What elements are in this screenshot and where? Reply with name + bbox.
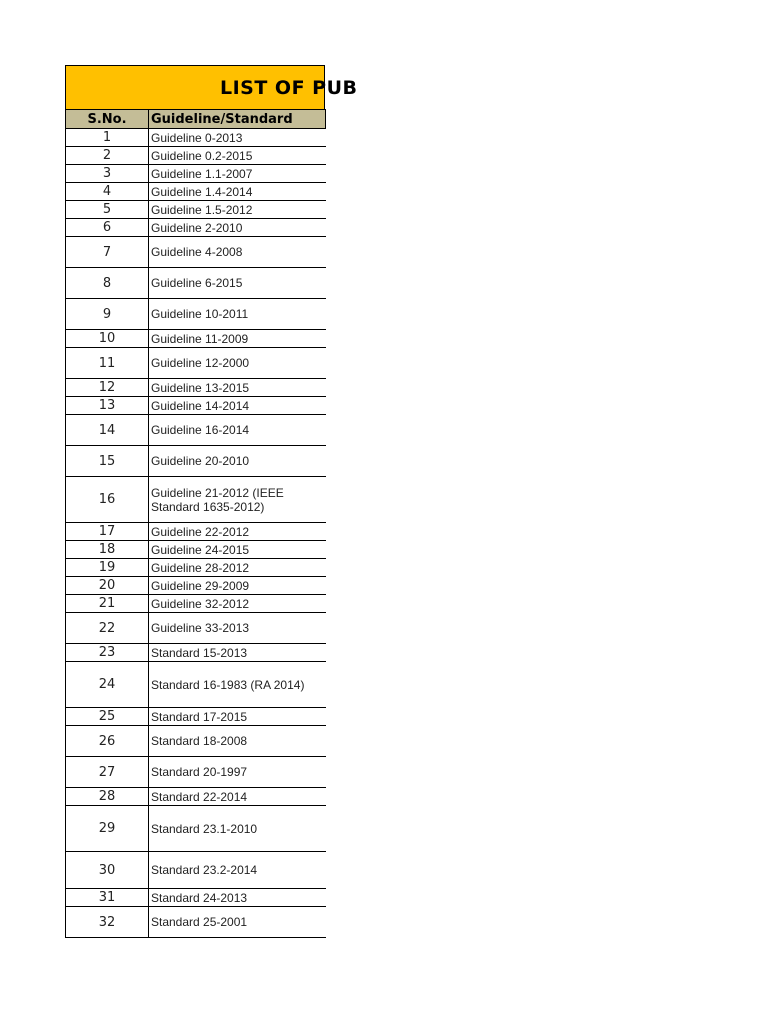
cell-guideline-standard[interactable]: Guideline 16-2014 xyxy=(149,415,326,446)
cell-sno[interactable]: 10 xyxy=(66,330,149,348)
table-row xyxy=(66,852,326,889)
table-row xyxy=(66,577,326,595)
cell-guideline-standard[interactable]: Guideline 22-2012 xyxy=(149,523,326,541)
cell-guideline-standard[interactable]: Guideline 13-2015 xyxy=(149,379,326,397)
cell-guideline-standard[interactable]: Guideline 20-2010 xyxy=(149,446,326,477)
cell-guideline-standard[interactable]: Guideline 6-2015 xyxy=(149,268,326,299)
cell-sno[interactable]: 30 xyxy=(66,852,149,889)
cell-guideline-standard[interactable]: Guideline 32-2012 xyxy=(149,595,326,613)
cell-sno[interactable]: 8 xyxy=(66,268,149,299)
table-row xyxy=(66,595,326,613)
cell-sno[interactable]: 25 xyxy=(66,708,149,726)
cell-sno[interactable]: 1 xyxy=(66,129,149,147)
cell-sno[interactable]: 15 xyxy=(66,446,149,477)
cell-guideline-standard[interactable]: Guideline 10-2011 xyxy=(149,299,326,330)
cell-sno[interactable]: 19 xyxy=(66,559,149,577)
cell-sno[interactable]: 5 xyxy=(66,201,149,219)
cell-guideline-standard[interactable]: Standard 24-2013 xyxy=(149,889,326,907)
cell-guideline-standard[interactable]: Guideline 0.2-2015 xyxy=(149,147,326,165)
table-row xyxy=(66,477,326,523)
cell-guideline-standard[interactable]: Standard 18-2008 xyxy=(149,726,326,757)
table-row xyxy=(66,129,326,147)
cell-sno[interactable]: 22 xyxy=(66,613,149,644)
cell-sno[interactable]: 7 xyxy=(66,237,149,268)
cell-sno[interactable]: 20 xyxy=(66,577,149,595)
cell-guideline-standard[interactable]: Guideline 1.5-2012 xyxy=(149,201,326,219)
header-sno[interactable]: S.No. xyxy=(66,110,149,129)
cell-guideline-standard[interactable]: Guideline 12-2000 xyxy=(149,348,326,379)
table-row xyxy=(66,219,326,237)
cell-guideline-standard[interactable]: Guideline 21-2012 (IEEE Standard 1635-2012) xyxy=(149,477,326,523)
cell-sno[interactable]: 28 xyxy=(66,788,149,806)
table-row xyxy=(66,726,326,757)
table-row xyxy=(66,644,326,662)
cell-guideline-standard[interactable]: Guideline 28-2012 xyxy=(149,559,326,577)
table-row xyxy=(66,788,326,806)
header-row xyxy=(66,110,326,129)
table-row xyxy=(66,541,326,559)
table-row xyxy=(66,147,326,165)
table-row xyxy=(66,662,326,708)
cell-sno[interactable]: 31 xyxy=(66,889,149,907)
table-row xyxy=(66,330,326,348)
table-row xyxy=(66,397,326,415)
sheet-title: LIST OF PUB xyxy=(220,77,358,99)
cell-sno[interactable]: 26 xyxy=(66,726,149,757)
table-row xyxy=(66,907,326,938)
table-row xyxy=(66,415,326,446)
table-row xyxy=(66,201,326,219)
cell-sno[interactable]: 4 xyxy=(66,183,149,201)
cell-guideline-standard[interactable]: Standard 16-1983 (RA 2014) xyxy=(149,662,326,708)
cell-sno[interactable]: 12 xyxy=(66,379,149,397)
cell-sno[interactable]: 6 xyxy=(66,219,149,237)
cell-guideline-standard[interactable]: Guideline 0-2013 xyxy=(149,129,326,147)
cell-sno[interactable]: 16 xyxy=(66,477,149,523)
cell-sno[interactable]: 14 xyxy=(66,415,149,446)
table-row xyxy=(66,299,326,330)
cell-guideline-standard[interactable]: Guideline 2-2010 xyxy=(149,219,326,237)
table-row xyxy=(66,559,326,577)
cell-sno[interactable]: 2 xyxy=(66,147,149,165)
cell-guideline-standard[interactable]: Standard 20-1997 xyxy=(149,757,326,788)
cell-sno[interactable]: 11 xyxy=(66,348,149,379)
cell-guideline-standard[interactable]: Guideline 14-2014 xyxy=(149,397,326,415)
table-row xyxy=(66,183,326,201)
table-row xyxy=(66,613,326,644)
table-row xyxy=(66,523,326,541)
table-body xyxy=(66,129,326,938)
cell-guideline-standard[interactable]: Guideline 1.4-2014 xyxy=(149,183,326,201)
cell-sno[interactable]: 23 xyxy=(66,644,149,662)
table-row xyxy=(66,757,326,788)
cell-sno[interactable]: 17 xyxy=(66,523,149,541)
cell-sno[interactable]: 29 xyxy=(66,806,149,852)
cell-guideline-standard[interactable]: Standard 25-2001 xyxy=(149,907,326,938)
cell-guideline-standard[interactable]: Standard 23.1-2010 xyxy=(149,806,326,852)
table-row xyxy=(66,806,326,852)
table-row xyxy=(66,268,326,299)
cell-sno[interactable]: 18 xyxy=(66,541,149,559)
table-row xyxy=(66,708,326,726)
cell-sno[interactable]: 27 xyxy=(66,757,149,788)
table-row xyxy=(66,348,326,379)
table-row xyxy=(66,889,326,907)
spreadsheet xyxy=(65,65,358,938)
cell-sno[interactable]: 32 xyxy=(66,907,149,938)
header-guideline-standard[interactable]: Guideline/Standard xyxy=(149,110,326,129)
cell-sno[interactable]: 21 xyxy=(66,595,149,613)
cell-sno[interactable]: 9 xyxy=(66,299,149,330)
cell-guideline-standard[interactable]: Standard 15-2013 xyxy=(149,644,326,662)
table-row xyxy=(66,165,326,183)
cell-guideline-standard[interactable]: Guideline 1.1-2007 xyxy=(149,165,326,183)
table-row xyxy=(66,446,326,477)
cell-guideline-standard[interactable]: Guideline 11-2009 xyxy=(149,330,326,348)
cell-guideline-standard[interactable]: Guideline 24-2015 xyxy=(149,541,326,559)
table-row xyxy=(66,237,326,268)
cell-guideline-standard[interactable]: Guideline 4-2008 xyxy=(149,237,326,268)
title-bar xyxy=(65,65,358,109)
cell-sno[interactable]: 13 xyxy=(66,397,149,415)
cell-guideline-standard[interactable]: Guideline 29-2009 xyxy=(149,577,326,595)
cell-guideline-standard[interactable]: Standard 22-2014 xyxy=(149,788,326,806)
table-row xyxy=(66,379,326,397)
publications-table xyxy=(65,109,326,938)
cell-sno[interactable]: 3 xyxy=(66,165,149,183)
cell-guideline-standard[interactable]: Standard 17-2015 xyxy=(149,708,326,726)
cell-guideline-standard[interactable]: Standard 23.2-2014 xyxy=(149,852,326,889)
cell-sno[interactable]: 24 xyxy=(66,662,149,708)
cell-guideline-standard[interactable]: Guideline 33-2013 xyxy=(149,613,326,644)
